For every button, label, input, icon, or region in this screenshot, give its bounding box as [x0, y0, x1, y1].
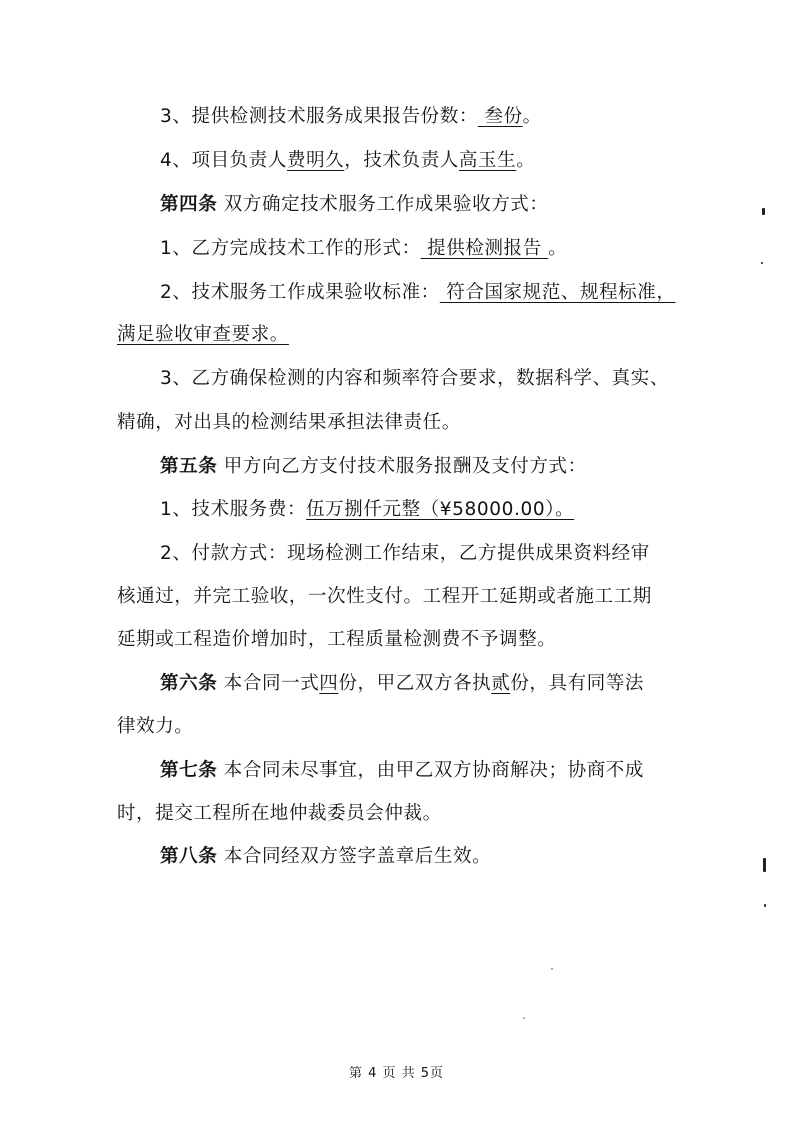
scan-speck [762, 208, 765, 215]
scan-speck [551, 968, 553, 970]
scan-speck [761, 262, 763, 264]
item-text: 2、付款方式：现场检测工作结束，乙方提供成果资料经审 [160, 543, 650, 564]
clause-3-item-3 [160, 104, 542, 130]
copies-each-value: 贰 [491, 673, 511, 694]
article-8 [160, 844, 491, 870]
article-text: 本合同一式 [217, 673, 320, 694]
clause-3-item-4 [160, 148, 535, 174]
article-4-item-3-cont [117, 410, 461, 436]
article-title: 甲方向乙方支付技术服务报酬及支付方式： [217, 456, 587, 477]
page-number-footer: 第 4 页 共 5页 [348, 1066, 445, 1081]
report-copies-value: 叁份 [477, 106, 523, 127]
article-text: 本合同经双方签字盖章后生效。 [217, 846, 492, 867]
article-5-item-2 [160, 541, 650, 567]
item-text: 1、乙方完成技术工作的形式： [160, 238, 421, 259]
item-text: 4、项目负责人 [160, 150, 287, 171]
article-4-heading [160, 192, 549, 218]
deliverable-form-value: 提供检测报告 [420, 238, 549, 259]
total-copies-value: 四 [319, 673, 339, 694]
service-fee-value: 伍万捌仟元整（¥58000.00）。 [306, 499, 575, 520]
article-text: 本合同未尽事宜，由甲乙双方协商解决；协商不成 [217, 760, 644, 781]
scan-speck [764, 904, 766, 907]
item-end: 。 [516, 150, 536, 171]
item-end: 。 [548, 238, 568, 259]
article-text: 时，提交工程所在地仲裁委员会仲裁。 [117, 803, 442, 824]
article-4-item-2-cont [117, 322, 289, 348]
item-text: 1、技术服务费： [160, 499, 307, 520]
item-text: 2、技术服务工作成果验收标准： [160, 282, 440, 303]
article-text: 份，甲乙双方各执 [338, 673, 492, 694]
technical-lead-name: 高玉生 [458, 150, 517, 171]
item-text: ，技术负责人 [344, 150, 459, 171]
article-number: 第五条 [160, 456, 218, 477]
article-5-item-1 [160, 497, 574, 523]
article-7 [160, 758, 644, 784]
article-4-item-3 [160, 366, 669, 392]
article-5-item-2-cont-2 [117, 627, 556, 653]
article-text: 律效力。 [117, 716, 194, 737]
article-4-item-2 [160, 280, 675, 306]
article-7-cont [117, 801, 442, 827]
article-text: 份，具有同等法 [510, 673, 645, 694]
article-4-item-1 [160, 236, 567, 262]
article-number: 第七条 [160, 760, 218, 781]
acceptance-standard-value: 符合国家规范、规程标准， [439, 282, 676, 303]
article-6 [160, 671, 644, 697]
project-manager-name: 费明久 [286, 150, 345, 171]
article-number: 第八条 [160, 846, 218, 867]
scan-speck [523, 1017, 525, 1019]
item-text: 3、乙方确保检测的内容和频率符合要求，数据科学、真实、 [160, 368, 669, 389]
scan-speck [763, 858, 766, 872]
acceptance-standard-value-cont: 满足验收审查要求。 [117, 324, 289, 345]
article-5-heading [160, 454, 587, 480]
item-text: 3、提供检测技术服务成果报告份数： [160, 106, 478, 127]
item-end: 。 [522, 106, 542, 127]
article-5-item-2-cont-1 [117, 584, 652, 610]
item-text: 核通过，并完工验收，一次性支付。工程开工延期或者施工工期 [117, 586, 652, 607]
article-number: 第四条 [160, 194, 218, 215]
item-text: 延期或工程造价增加时，工程质量检测费不予调整。 [117, 629, 557, 650]
item-text: 精确，对出具的检测结果承担法律责任。 [117, 412, 461, 433]
article-title: 双方确定技术服务工作成果验收方式： [217, 194, 549, 215]
article-number: 第六条 [160, 673, 218, 694]
article-6-cont [117, 714, 193, 740]
